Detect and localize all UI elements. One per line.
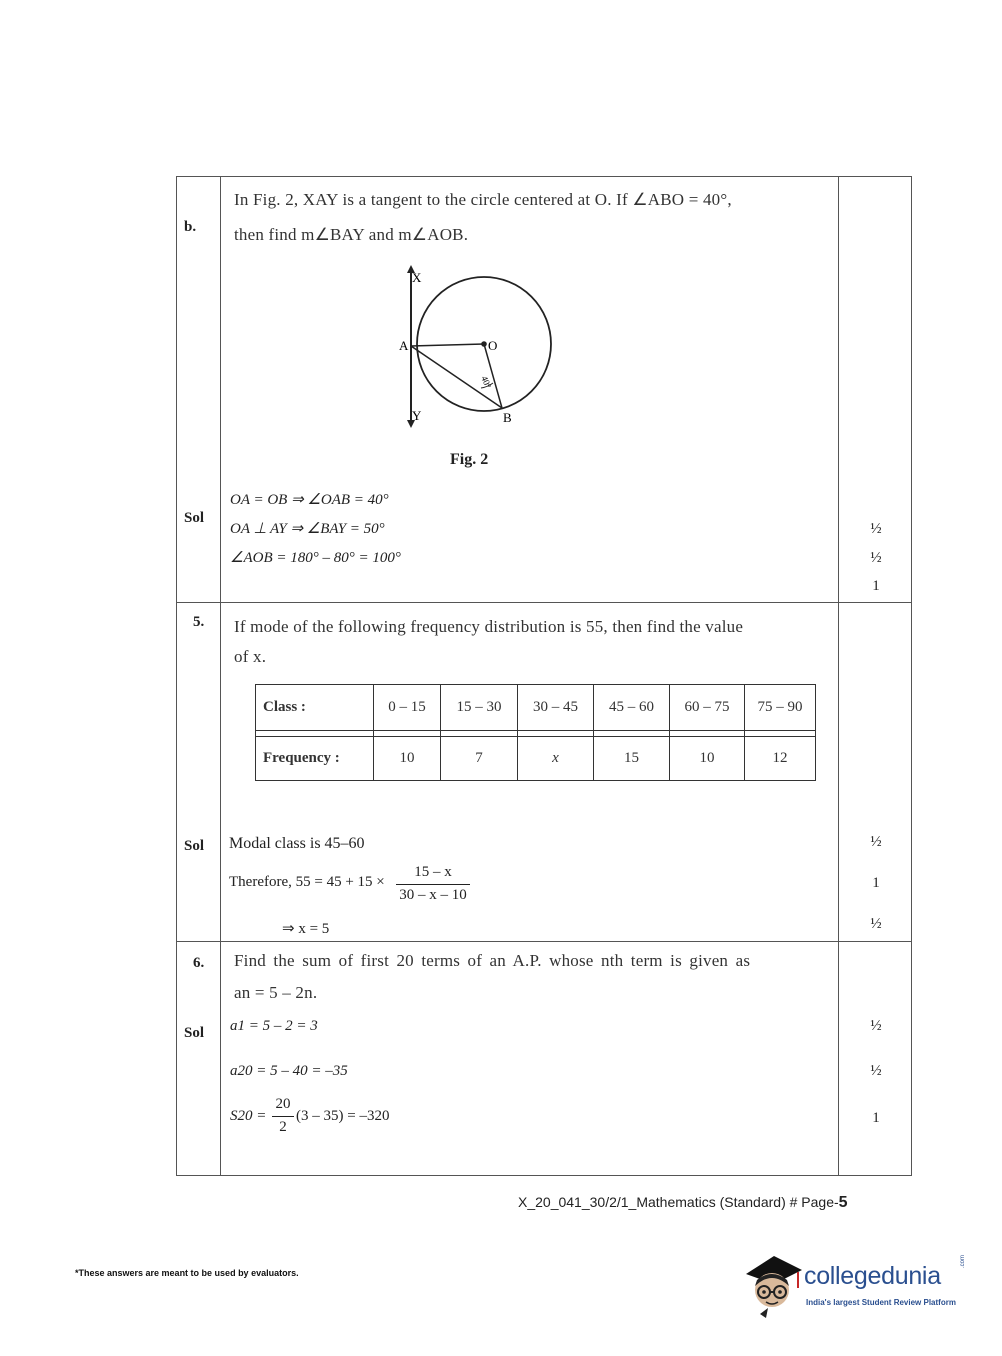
fraction-numerator: 20 xyxy=(275,1096,291,1112)
question-text-line2: then find m∠BAY and m∠AOB. xyxy=(234,225,469,244)
frequency-cell: x xyxy=(518,737,594,781)
solution-step-3-prefix: S20 = xyxy=(230,1108,267,1124)
fraction-denominator: 2 xyxy=(279,1119,287,1135)
question-text-line1: If mode of the following frequency distribution is 55, then find the value xyxy=(234,617,744,636)
label-b: B xyxy=(503,410,512,425)
brand-tagline: India's largest Student Review Platform xyxy=(806,1298,956,1307)
question-number: 5. xyxy=(193,614,205,630)
mark-3: 1 xyxy=(872,1110,880,1126)
solution-step-1: OA = OB ⇒ ∠OAB = 40° xyxy=(230,492,389,508)
page-reference xyxy=(518,1194,848,1212)
table-border-top xyxy=(176,176,912,177)
solution-step-1: a1 = 5 – 2 = 3 xyxy=(230,1018,318,1034)
mark-2: ½ xyxy=(870,550,882,566)
table-border-right xyxy=(911,176,912,1176)
question-text-line2: of x. xyxy=(234,647,267,666)
frequency-header: Frequency : xyxy=(256,737,374,781)
brand-name: collegedunia xyxy=(804,1262,941,1290)
brand-suffix: .com xyxy=(960,1254,966,1268)
fraction-bar xyxy=(396,884,470,885)
fraction xyxy=(396,864,470,904)
mark-3: ½ xyxy=(870,916,882,932)
collegedunia-mascot-icon xyxy=(742,1250,804,1320)
class-cell: 0 – 15 xyxy=(374,685,441,731)
segment-ao xyxy=(411,344,484,346)
row-divider-q5 xyxy=(176,602,912,603)
table-border-left xyxy=(176,176,177,1176)
label-a: A xyxy=(399,338,409,353)
solution-label: Sol xyxy=(184,510,205,526)
fraction-bar xyxy=(272,1116,294,1117)
solution-step-3: ∠AOB = 180° – 80° = 100° xyxy=(230,550,401,566)
frequency-cell: 10 xyxy=(374,737,441,781)
table-border-bottom xyxy=(176,1175,912,1176)
label-o: O xyxy=(488,338,498,353)
label-x: X xyxy=(412,270,422,285)
frequency-cell: 7 xyxy=(441,737,518,781)
evaluator-note: *These answers are meant to be used by evaluators. xyxy=(75,1268,299,1278)
mark-1: ½ xyxy=(870,834,882,850)
solution-step-1: Modal class is 45–60 xyxy=(229,835,365,852)
solution-step-2: a20 = 5 – 40 = –35 xyxy=(230,1063,348,1079)
class-cell: 60 – 75 xyxy=(670,685,745,731)
class-cell: 45 – 60 xyxy=(594,685,670,731)
mark-3: 1 xyxy=(872,578,880,594)
column-divider-1 xyxy=(220,176,221,1176)
mark-1: ½ xyxy=(870,521,882,537)
frequency-cell: 10 xyxy=(670,737,745,781)
frequency-row xyxy=(256,737,816,781)
class-cell: 15 – 30 xyxy=(441,685,518,731)
question-text-line1: In Fig. 2, XAY is a tangent to the circle centered at O. If ∠ABO = 40°, xyxy=(234,190,732,209)
solution-label: Sol xyxy=(184,1025,205,1041)
row-divider-q6 xyxy=(176,941,912,942)
solution-label: Sol xyxy=(184,838,205,854)
page-number: 5 xyxy=(838,1194,848,1211)
class-row xyxy=(256,685,816,731)
label-y: Y xyxy=(412,408,422,423)
class-cell: 30 – 45 xyxy=(518,685,594,731)
fraction-denominator: 30 – x – 10 xyxy=(399,887,467,903)
frequency-cell: 15 xyxy=(594,737,670,781)
solution-step-3-suffix: (3 – 35) = –320 xyxy=(296,1108,390,1124)
label-angle: 40° xyxy=(479,374,494,390)
class-header: Class : xyxy=(256,685,374,731)
class-cell: 75 – 90 xyxy=(745,685,816,731)
fraction-numerator: 15 – x xyxy=(414,864,452,880)
solution-step-2: Therefore, 55 = 45 + 15 × xyxy=(229,874,385,890)
solution-step-3: ⇒ x = 5 xyxy=(282,921,330,937)
question-number: 6. xyxy=(193,955,205,971)
figure-caption: Fig. 2 xyxy=(450,451,489,468)
question-text-line1: Find the sum of first 20 terms of an A.P. whose nth term is given as xyxy=(234,951,751,970)
mark-1: ½ xyxy=(870,1018,882,1034)
page-reference-text: X_20_041_30/2/1_Mathematics (Standard) # Page- xyxy=(518,1194,839,1210)
solution-step-2: OA ⊥ AY ⇒ ∠BAY = 50° xyxy=(230,521,385,537)
mark-2: ½ xyxy=(870,1063,882,1079)
frequency-cell: 12 xyxy=(745,737,816,781)
center-point xyxy=(481,341,487,347)
question-text-line2: an = 5 – 2n. xyxy=(234,983,318,1002)
fraction xyxy=(272,1096,294,1136)
question-label: b. xyxy=(184,219,197,235)
frequency-table xyxy=(255,684,816,781)
mark-2: 1 xyxy=(872,875,880,891)
figure-tangent-circle xyxy=(390,262,560,432)
column-divider-2 xyxy=(838,176,839,1176)
